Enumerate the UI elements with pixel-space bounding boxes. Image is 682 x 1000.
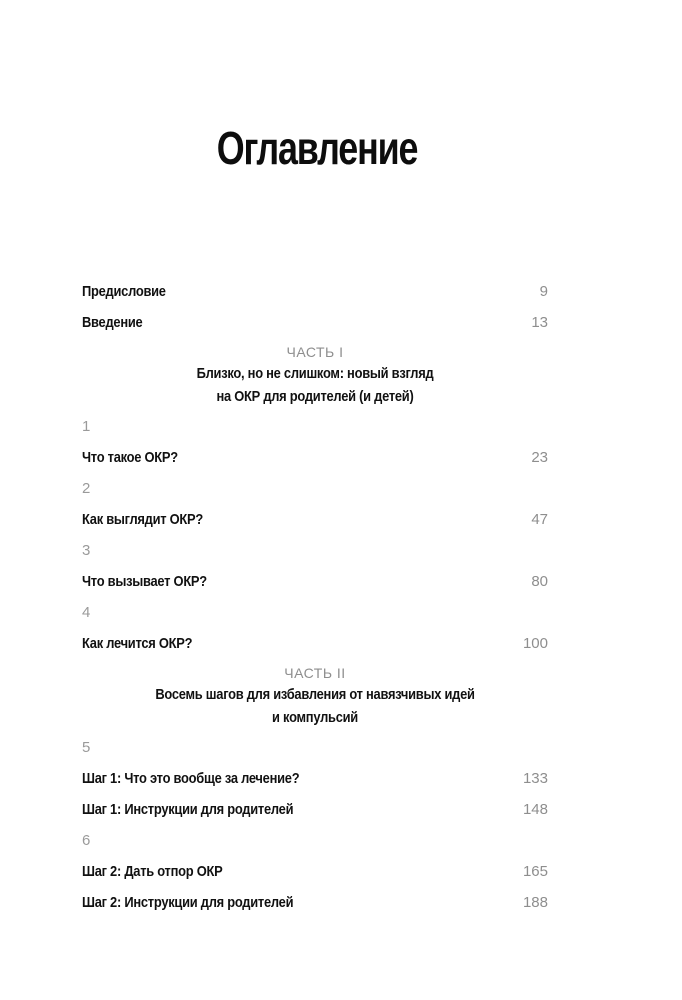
toc-entry[interactable] [82,794,548,825]
chapter-number: 6 [82,832,91,849]
toc-entry-title: Шаг 2: Инструкции для родителей [82,894,294,911]
chapter-number-row [82,597,548,628]
toc-entry[interactable] [82,504,548,535]
chapter-number: 1 [82,418,91,435]
chapter-number: 5 [82,739,91,756]
toc-page-number: 9 [539,283,548,300]
table-of-contents [82,276,548,918]
toc-entry-title: Что вызывает ОКР? [82,573,207,590]
toc-entry[interactable] [82,566,548,597]
chapter-number-row [82,825,548,856]
part-1-header [82,338,548,411]
toc-entry-title: Шаг 1: Инструкции для родителей [82,801,294,818]
chapter-number-row [82,535,548,566]
toc-entry-title: Как выглядит ОКР? [82,511,204,528]
toc-entry-title: Введение [82,314,143,331]
chapter-number-row [82,732,548,763]
part-title-line: Восемь шагов для избавления от навязчивых идей [155,686,475,703]
toc-page-number: 23 [531,449,548,466]
page-title: Оглавление [216,121,418,174]
toc-entry-title: Что такое ОКР? [82,449,178,466]
toc-entry[interactable] [82,442,548,473]
toc-page-number: 13 [531,314,548,331]
part-title-line: на ОКР для родителей (и детей) [216,388,414,405]
toc-entry[interactable] [82,763,548,794]
chapter-number-row [82,473,548,504]
toc-page-number: 100 [522,635,548,652]
toc-entry-title: Предисловие [82,283,166,300]
part-title-line: Близко, но не слишком: новый взгляд [196,365,434,382]
part-title-line: и компульсий [272,709,358,726]
toc-page-number: 133 [522,770,548,787]
toc-page-number: 165 [522,863,548,880]
toc-entry[interactable] [82,887,548,918]
toc-page-number: 80 [531,573,548,590]
toc-entry-preface[interactable] [82,276,548,307]
chapter-number: 3 [82,542,91,559]
chapter-number: 4 [82,604,91,621]
toc-page-number: 188 [522,894,548,911]
toc-entry-title: Шаг 2: Дать отпор ОКР [82,863,223,880]
part-label: ЧАСТЬ I [286,344,344,360]
toc-entry[interactable] [82,628,548,659]
toc-entry-title: Шаг 1: Что это вообще за лечение? [82,770,300,787]
toc-entry-title: Как лечится ОКР? [82,635,193,652]
toc-page-number: 47 [531,511,548,528]
chapter-number-row [82,411,548,442]
toc-page-number: 148 [522,801,548,818]
part-label: ЧАСТЬ II [284,665,346,681]
part-2-header [82,659,548,732]
chapter-number: 2 [82,480,91,497]
toc-entry[interactable] [82,856,548,887]
toc-entry-introduction[interactable] [82,307,548,338]
